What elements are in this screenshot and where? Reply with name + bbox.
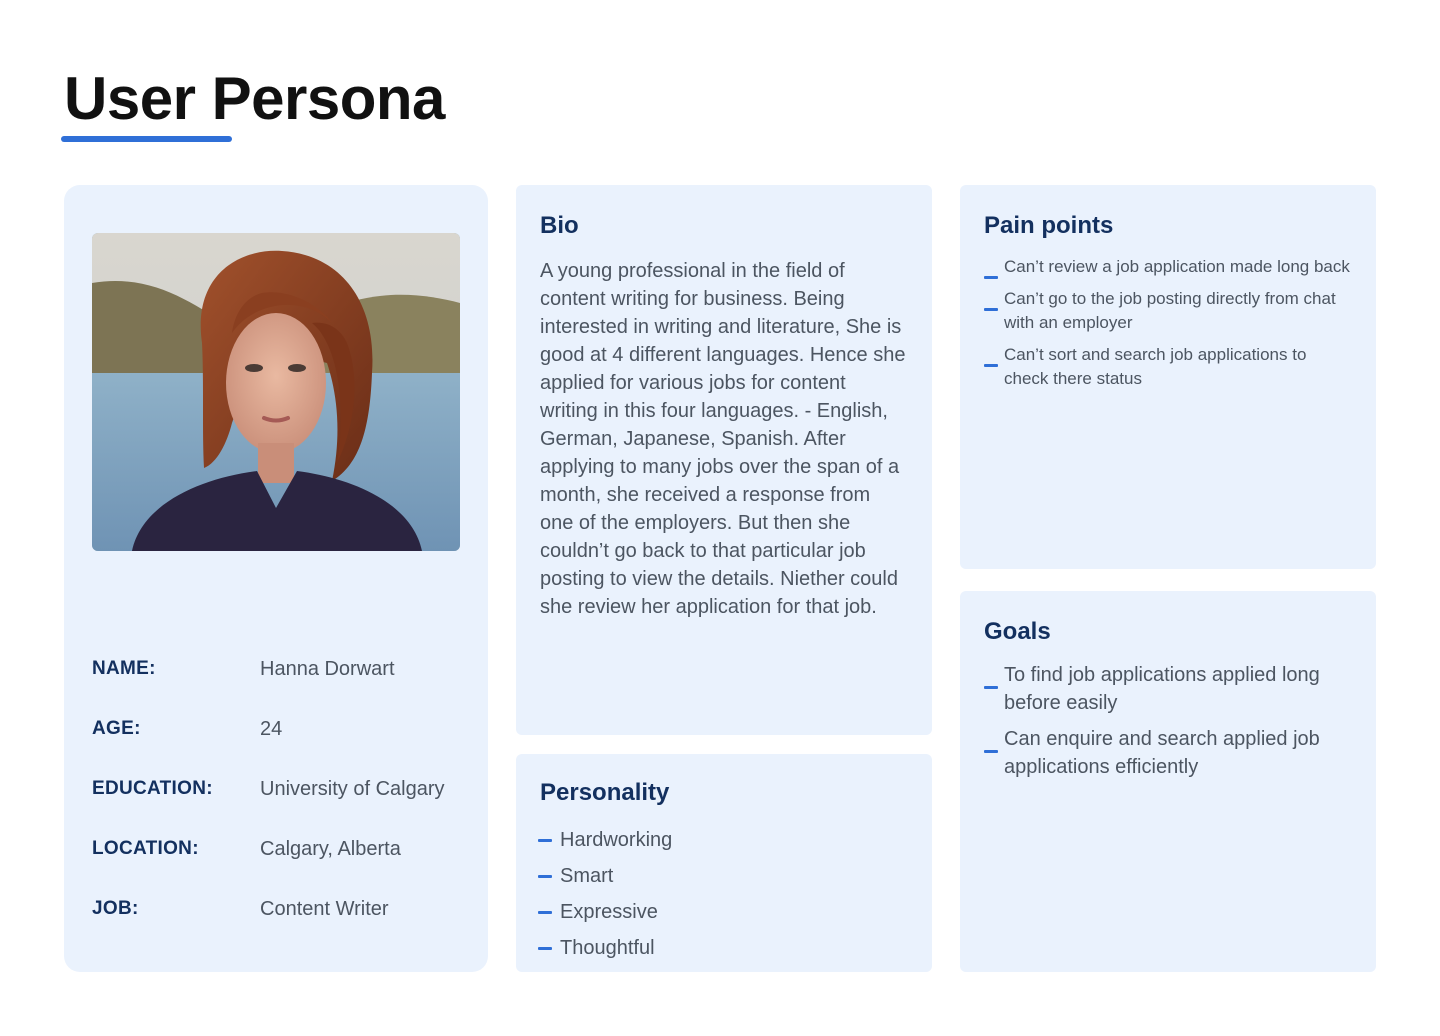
- personality-card: [516, 754, 932, 972]
- dash-bullet-icon: [538, 947, 552, 950]
- list-item: Thoughtful: [540, 930, 908, 966]
- bio-text: A young professional in the field of content writing for business. Being interested in writing and literature, She is good at 4 different languages. Hence she applied for various jobs for content writing in this four languages. - English, German, Japanese, Spanish. After applying to many jobs over the span of a month, she received a response from one of the employers. But then she couldn’t go back to that particular job posting to view the details. Niether could she review her application for that job.: [540, 260, 906, 618]
- list-item: Can’t review a job application made long back: [984, 255, 1352, 279]
- portrait-photo: [92, 233, 460, 551]
- dash-bullet-icon: [984, 686, 998, 689]
- age-value: 24: [260, 718, 283, 740]
- name-value: Hanna Dorwart: [260, 658, 395, 680]
- profile-card: [64, 185, 488, 972]
- detail-row-age: [92, 715, 472, 743]
- goals-card: [960, 591, 1376, 972]
- pain-points-title: Pain points: [984, 212, 1114, 239]
- pain-points-card: [960, 185, 1376, 569]
- goals-title: Goals: [984, 618, 1051, 645]
- location-value: Calgary, Alberta: [260, 838, 401, 860]
- bio-card: [516, 185, 932, 735]
- name-label: NAME:: [92, 658, 156, 679]
- detail-row-education: [92, 775, 472, 803]
- dash-bullet-icon: [538, 875, 552, 878]
- list-item: Expressive: [540, 894, 908, 930]
- list-item: Can enquire and search applied job applications efficiently: [984, 725, 1352, 781]
- page-title: User Persona: [64, 65, 445, 132]
- detail-row-location: [92, 835, 472, 863]
- dash-bullet-icon: [538, 911, 552, 914]
- goals-list: [984, 661, 1352, 781]
- dash-bullet-icon: [984, 364, 998, 367]
- pain-points-list: [984, 255, 1352, 391]
- age-label: AGE:: [92, 718, 141, 739]
- dash-bullet-icon: [984, 276, 998, 279]
- list-item: To find job applications applied long before easily: [984, 661, 1352, 717]
- education-value: University of Calgary: [260, 778, 445, 800]
- detail-row-name: [92, 655, 472, 683]
- job-label: JOB:: [92, 898, 139, 919]
- dash-bullet-icon: [984, 750, 998, 753]
- bio-title: Bio: [540, 212, 579, 239]
- personality-title: Personality: [540, 779, 670, 806]
- list-item: Can’t sort and search job applications to check there status: [984, 343, 1352, 391]
- portrait-photo-illustration: [92, 233, 460, 551]
- personality-list: [540, 822, 908, 966]
- education-label: EDUCATION:: [92, 778, 213, 799]
- location-label: LOCATION:: [92, 838, 199, 859]
- job-value: Content Writer: [260, 898, 389, 920]
- list-item: Smart: [540, 858, 908, 894]
- dash-bullet-icon: [538, 839, 552, 842]
- title-underline: [61, 136, 232, 142]
- list-item: Hardworking: [540, 822, 908, 858]
- list-item: Can’t go to the job posting directly from chat with an employer: [984, 287, 1352, 335]
- detail-row-job: [92, 895, 472, 923]
- dash-bullet-icon: [984, 308, 998, 311]
